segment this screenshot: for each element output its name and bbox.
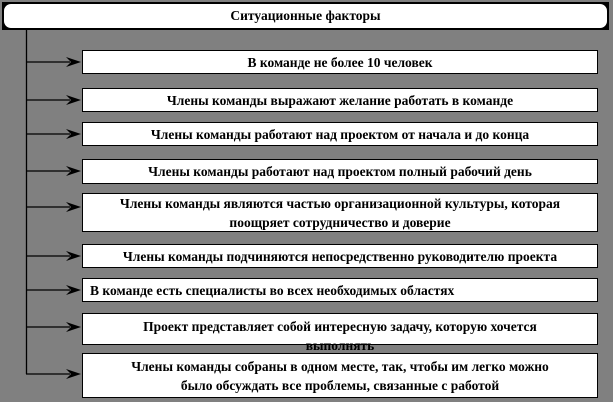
- factor-text-line2: поощряет сотрудничество и доверие: [229, 214, 451, 230]
- factor-box-colocated: [82, 353, 598, 398]
- factor-box-full-time: [82, 159, 598, 184]
- factor-text-line1: Члены команды собраны в одном месте, так, чтобы им легко можно: [131, 358, 549, 374]
- factor-text: Члены команды подчиняются непосредственно руководителю проекта: [122, 248, 558, 264]
- factor-text: В команде есть специалисты во всех необходимых областях: [90, 282, 455, 298]
- factor-box-team-size: [82, 50, 598, 74]
- diagram-title-label: Ситуационные факторы: [230, 8, 381, 23]
- factor-box-org-culture: [82, 193, 598, 232]
- factor-text: В команде не более 10 человек: [247, 54, 433, 70]
- factor-text-line1: Проект представляет собой интересную задачу, которую хочется: [143, 319, 537, 334]
- factor-text-line2: было обсуждать все проблемы, связанные с работой: [180, 377, 500, 393]
- factor-text: Члены команды работают над проектом от начала и до конца: [150, 126, 530, 142]
- factor-box-specialists: [82, 278, 598, 302]
- factor-text-line1: Члены команды являются частью организационной культуры, которая: [119, 195, 561, 211]
- factor-text: Члены команды работают над проектом полный рабочий день: [148, 164, 532, 179]
- factor-box-interesting-task: [82, 313, 598, 353]
- factor-box-desire-to-work: [82, 88, 598, 112]
- factor-box-report-to-pm: [82, 244, 598, 268]
- factor-box-start-to-finish: [82, 122, 598, 146]
- factor-text-line2-clipped: выполнять: [305, 338, 375, 353]
- factor-text: Члены команды выражают желание работать в команде: [166, 92, 514, 108]
